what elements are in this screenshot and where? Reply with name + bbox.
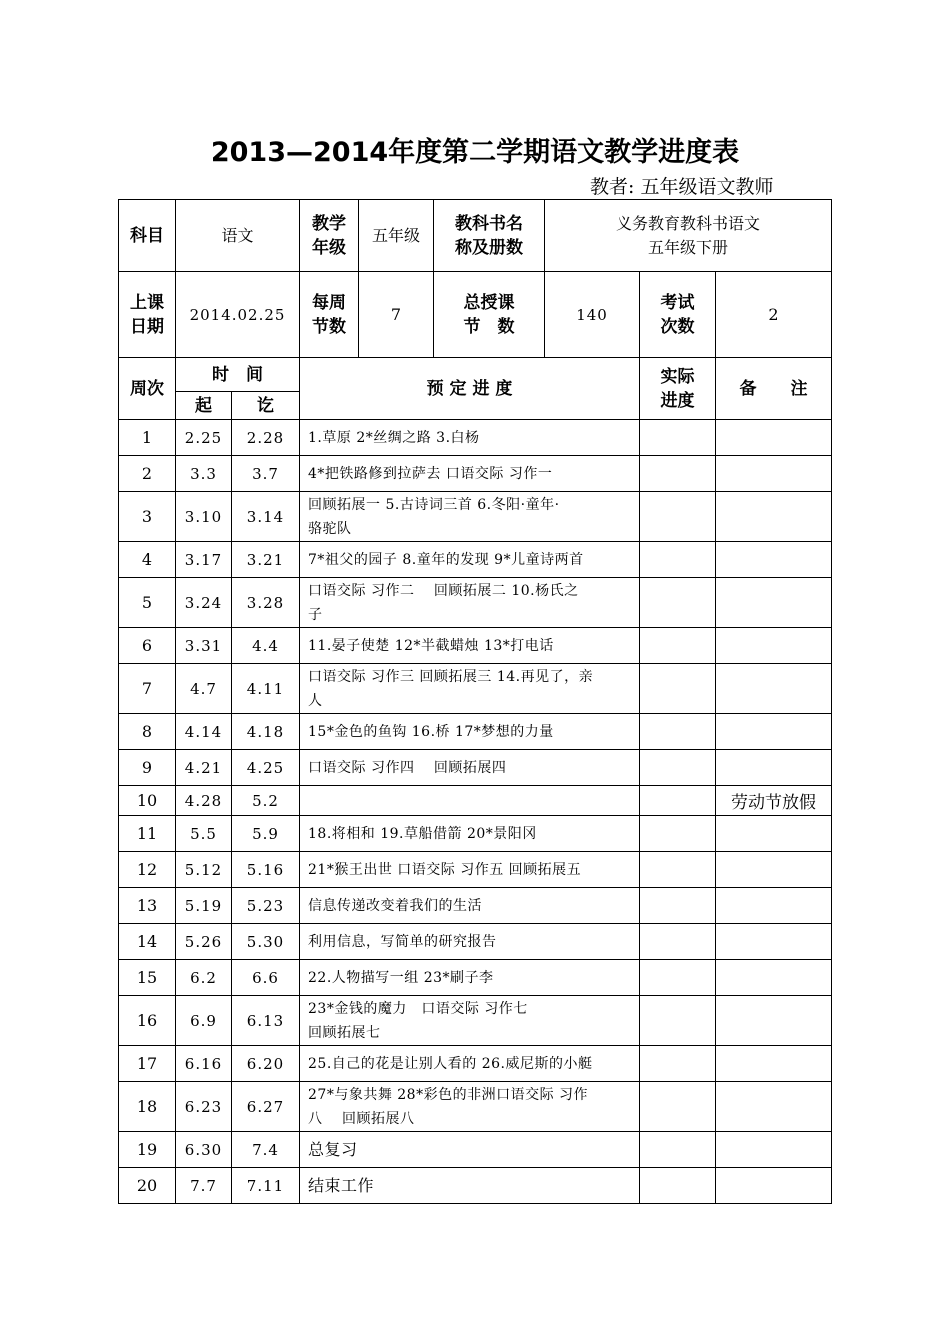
plan-cell: 18.将相和 19.草船借箭 20*景阳冈 bbox=[300, 816, 640, 852]
week-cell: 1 bbox=[119, 420, 176, 456]
remark-cell bbox=[716, 960, 832, 996]
actual-progress-cell bbox=[640, 714, 716, 750]
exam-count-label: 考试 次数 bbox=[640, 272, 716, 358]
remark-cell bbox=[716, 456, 832, 492]
plan-cell: 22.人物描写一组 23*刷子李 bbox=[300, 960, 640, 996]
plan-cell: 27*与象共舞 28*彩色的非洲口语交际 习作 八 回顾拓展八 bbox=[300, 1082, 640, 1132]
end-date-cell: 4.18 bbox=[232, 714, 300, 750]
plan-cell: 口语交际 习作三 回顾拓展三 14.再见了，亲 人 bbox=[300, 664, 640, 714]
remark-cell bbox=[716, 1082, 832, 1132]
actual-progress-cell bbox=[640, 456, 716, 492]
week-cell: 18 bbox=[119, 1082, 176, 1132]
plan-cell: 11.晏子使楚 12*半截蜡烛 13*打电话 bbox=[300, 628, 640, 664]
table-row bbox=[119, 786, 832, 816]
table-row bbox=[119, 456, 832, 492]
start-date-label: 上课 日期 bbox=[119, 272, 176, 358]
actual-progress-cell bbox=[640, 578, 716, 628]
header-row-1 bbox=[119, 358, 832, 392]
end-date-cell: 5.30 bbox=[232, 924, 300, 960]
time-header: 时 间 bbox=[176, 358, 300, 392]
table-row bbox=[119, 420, 832, 456]
start-date-cell: 5.12 bbox=[176, 852, 232, 888]
info-row-1 bbox=[119, 200, 832, 272]
end-date-cell: 2.28 bbox=[232, 420, 300, 456]
remark-cell bbox=[716, 852, 832, 888]
start-date-cell: 4.21 bbox=[176, 750, 232, 786]
actual-progress-cell bbox=[640, 996, 716, 1046]
textbook-label: 教科书名 称及册数 bbox=[434, 200, 545, 272]
start-date-cell: 3.10 bbox=[176, 492, 232, 542]
remarks-header: 备 注 bbox=[716, 358, 832, 420]
table-row bbox=[119, 1046, 832, 1082]
table-row bbox=[119, 888, 832, 924]
week-cell: 20 bbox=[119, 1168, 176, 1204]
end-date-cell: 4.4 bbox=[232, 628, 300, 664]
week-header: 周次 bbox=[119, 358, 176, 420]
plan-cell: 21*猴王出世 口语交际 习作五 回顾拓展五 bbox=[300, 852, 640, 888]
actual-progress-header: 实际 进度 bbox=[640, 358, 716, 420]
start-date-cell: 6.9 bbox=[176, 996, 232, 1046]
textbook-value: 义务教育教科书语文 五年级下册 bbox=[545, 200, 832, 272]
table-row bbox=[119, 542, 832, 578]
remark-cell bbox=[716, 628, 832, 664]
start-date-cell: 3.31 bbox=[176, 628, 232, 664]
actual-progress-cell bbox=[640, 816, 716, 852]
plan-cell: 信息传递改变着我们的生活 bbox=[300, 888, 640, 924]
remark-cell bbox=[716, 750, 832, 786]
start-date-cell: 5.5 bbox=[176, 816, 232, 852]
remark-cell bbox=[716, 1046, 832, 1082]
remark-cell bbox=[716, 816, 832, 852]
actual-progress-cell bbox=[640, 628, 716, 664]
week-cell: 5 bbox=[119, 578, 176, 628]
week-cell: 11 bbox=[119, 816, 176, 852]
actual-progress-cell bbox=[640, 852, 716, 888]
actual-progress-cell bbox=[640, 888, 716, 924]
actual-progress-cell bbox=[640, 492, 716, 542]
remark-cell bbox=[716, 578, 832, 628]
table-row bbox=[119, 852, 832, 888]
info-row-2 bbox=[119, 272, 832, 358]
start-header: 起 bbox=[176, 392, 232, 420]
plan-cell: 23*金钱的魔力 口语交际 习作七 回顾拓展七 bbox=[300, 996, 640, 1046]
week-cell: 6 bbox=[119, 628, 176, 664]
week-cell: 2 bbox=[119, 456, 176, 492]
remark-cell bbox=[716, 924, 832, 960]
actual-progress-cell bbox=[640, 1046, 716, 1082]
week-cell: 13 bbox=[119, 888, 176, 924]
actual-progress-cell bbox=[640, 1132, 716, 1168]
end-date-cell: 6.13 bbox=[232, 996, 300, 1046]
schedule-table bbox=[118, 199, 832, 1204]
remark-cell bbox=[716, 1132, 832, 1168]
start-date-cell: 6.16 bbox=[176, 1046, 232, 1082]
end-date-cell: 3.28 bbox=[232, 578, 300, 628]
plan-cell: 4*把铁路修到拉萨去 口语交际 习作一 bbox=[300, 456, 640, 492]
end-date-cell: 5.2 bbox=[232, 786, 300, 816]
exam-count-value: 2 bbox=[716, 272, 832, 358]
subject-value: 语文 bbox=[176, 200, 300, 272]
actual-progress-cell bbox=[640, 664, 716, 714]
table-row bbox=[119, 924, 832, 960]
start-date-cell: 7.7 bbox=[176, 1168, 232, 1204]
weekly-lessons-value: 7 bbox=[359, 272, 434, 358]
week-cell: 3 bbox=[119, 492, 176, 542]
end-date-cell: 3.14 bbox=[232, 492, 300, 542]
end-date-cell: 3.21 bbox=[232, 542, 300, 578]
week-cell: 8 bbox=[119, 714, 176, 750]
start-date-cell: 2.25 bbox=[176, 420, 232, 456]
start-date-cell: 4.28 bbox=[176, 786, 232, 816]
start-date-cell: 6.30 bbox=[176, 1132, 232, 1168]
page-title: 2013—2014年度第二学期语文教学进度表 bbox=[210, 137, 740, 168]
plan-cell: 回顾拓展一 5.古诗词三首 6.冬阳·童年· 骆驼队 bbox=[300, 492, 640, 542]
actual-progress-cell bbox=[640, 960, 716, 996]
start-date-cell: 5.19 bbox=[176, 888, 232, 924]
table-row bbox=[119, 1082, 832, 1132]
end-date-cell: 7.4 bbox=[232, 1132, 300, 1168]
plan-cell: 7*祖父的园子 8.童年的发现 9*儿童诗两首 bbox=[300, 542, 640, 578]
plan-header: 预 定 进 度 bbox=[300, 358, 640, 420]
plan-cell: 利用信息，写简单的研究报告 bbox=[300, 924, 640, 960]
end-date-cell: 4.11 bbox=[232, 664, 300, 714]
remark-cell bbox=[716, 542, 832, 578]
table-row bbox=[119, 628, 832, 664]
week-cell: 17 bbox=[119, 1046, 176, 1082]
subject-label: 科目 bbox=[119, 200, 176, 272]
teacher-line: 教者: 五年级语文教师 bbox=[590, 176, 774, 198]
table-row bbox=[119, 714, 832, 750]
plan-cell: 15*金色的鱼钩 16.桥 17*梦想的力量 bbox=[300, 714, 640, 750]
total-lessons-value: 140 bbox=[545, 272, 640, 358]
table-row bbox=[119, 1132, 832, 1168]
remark-cell bbox=[716, 664, 832, 714]
start-date-cell: 4.14 bbox=[176, 714, 232, 750]
table-row bbox=[119, 750, 832, 786]
week-cell: 15 bbox=[119, 960, 176, 996]
start-date-cell: 3.17 bbox=[176, 542, 232, 578]
end-date-cell: 7.11 bbox=[232, 1168, 300, 1204]
start-date-cell: 4.7 bbox=[176, 664, 232, 714]
table-row bbox=[119, 664, 832, 714]
actual-progress-cell bbox=[640, 1082, 716, 1132]
end-date-cell: 6.6 bbox=[232, 960, 300, 996]
plan-cell: 口语交际 习作四 回顾拓展四 bbox=[300, 750, 640, 786]
table-row bbox=[119, 1168, 832, 1204]
end-date-cell: 5.16 bbox=[232, 852, 300, 888]
start-date-cell: 3.3 bbox=[176, 456, 232, 492]
actual-progress-cell bbox=[640, 542, 716, 578]
end-header: 讫 bbox=[232, 392, 300, 420]
actual-progress-cell bbox=[640, 786, 716, 816]
remark-cell bbox=[716, 1168, 832, 1204]
week-cell: 7 bbox=[119, 664, 176, 714]
start-date-cell: 5.26 bbox=[176, 924, 232, 960]
remark-cell bbox=[716, 420, 832, 456]
table-row bbox=[119, 996, 832, 1046]
remark-cell bbox=[716, 492, 832, 542]
end-date-cell: 6.20 bbox=[232, 1046, 300, 1082]
remark-cell bbox=[716, 888, 832, 924]
actual-progress-cell bbox=[640, 924, 716, 960]
end-date-cell: 3.7 bbox=[232, 456, 300, 492]
week-cell: 16 bbox=[119, 996, 176, 1046]
remark-cell bbox=[716, 714, 832, 750]
table-row bbox=[119, 960, 832, 996]
start-date-value: 2014.02.25 bbox=[176, 272, 300, 358]
week-cell: 12 bbox=[119, 852, 176, 888]
end-date-cell: 4.25 bbox=[232, 750, 300, 786]
week-cell: 9 bbox=[119, 750, 176, 786]
end-date-cell: 5.23 bbox=[232, 888, 300, 924]
plan-cell bbox=[300, 786, 640, 816]
remark-cell: 劳动节放假 bbox=[716, 786, 832, 816]
week-cell: 14 bbox=[119, 924, 176, 960]
grade-label: 教学 年级 bbox=[300, 200, 359, 272]
weekly-lessons-label: 每周 节数 bbox=[300, 272, 359, 358]
plan-cell: 25.自己的花是让别人看的 26.威尼斯的小艇 bbox=[300, 1046, 640, 1082]
end-date-cell: 6.27 bbox=[232, 1082, 300, 1132]
start-date-cell: 3.24 bbox=[176, 578, 232, 628]
week-cell: 10 bbox=[119, 786, 176, 816]
table-row bbox=[119, 816, 832, 852]
actual-progress-cell bbox=[640, 750, 716, 786]
plan-cell: 结束工作 bbox=[300, 1168, 640, 1204]
grade-value: 五年级 bbox=[359, 200, 434, 272]
start-date-cell: 6.2 bbox=[176, 960, 232, 996]
table-row bbox=[119, 578, 832, 628]
remark-cell bbox=[716, 996, 832, 1046]
actual-progress-cell bbox=[640, 1168, 716, 1204]
end-date-cell: 5.9 bbox=[232, 816, 300, 852]
start-date-cell: 6.23 bbox=[176, 1082, 232, 1132]
plan-cell: 总复习 bbox=[300, 1132, 640, 1168]
total-lessons-label: 总授课 节 数 bbox=[434, 272, 545, 358]
plan-cell: 1.草原 2*丝绸之路 3.白杨 bbox=[300, 420, 640, 456]
week-cell: 19 bbox=[119, 1132, 176, 1168]
week-cell: 4 bbox=[119, 542, 176, 578]
table-row bbox=[119, 492, 832, 542]
plan-cell: 口语交际 习作二 回顾拓展二 10.杨氏之 子 bbox=[300, 578, 640, 628]
actual-progress-cell bbox=[640, 420, 716, 456]
